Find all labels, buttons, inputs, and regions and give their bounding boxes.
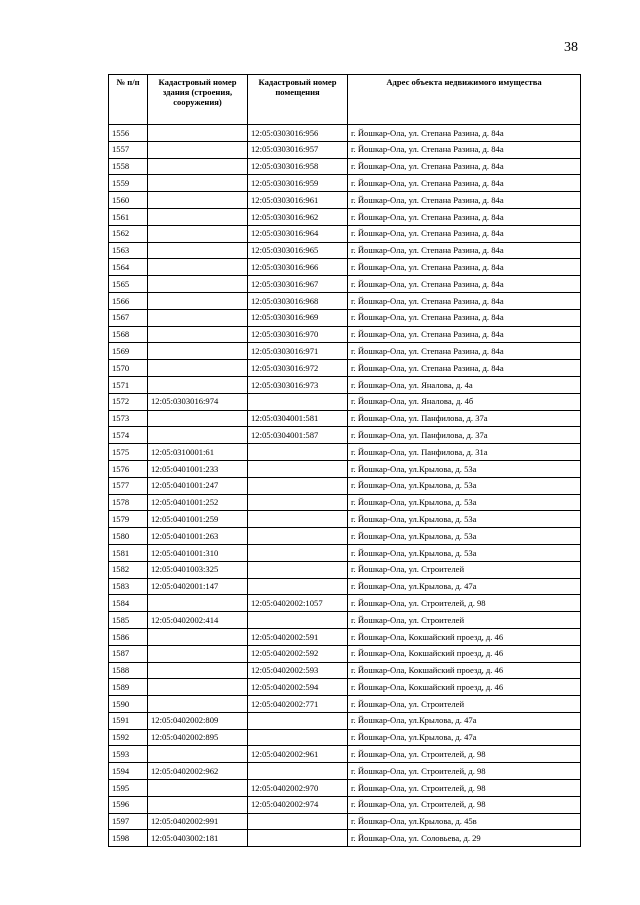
cell-premises-cadastral-number: 12:05:0303016:959 (248, 175, 348, 192)
table-row (109, 225, 581, 242)
cell-property-address: г. Йошкар-Ола, ул. Степана Разина, д. 84а (348, 259, 581, 276)
table-row (109, 645, 581, 662)
cell-building-cadastral-number (148, 427, 248, 444)
cell-row-number: 1580 (109, 528, 148, 545)
cell-row-number: 1583 (109, 578, 148, 595)
cell-premises-cadastral-number (248, 477, 348, 494)
cell-property-address: г. Йошкар-Ола, ул. Панфилова, д. 37а (348, 410, 581, 427)
header-row-number: № п/п (109, 75, 148, 125)
cell-building-cadastral-number (148, 679, 248, 696)
table-row (109, 460, 581, 477)
table-row (109, 393, 581, 410)
cell-property-address: г. Йошкар-Ола, ул.Крылова, д. 53а (348, 511, 581, 528)
table-row (109, 141, 581, 158)
cell-row-number: 1581 (109, 544, 148, 561)
cell-row-number: 1579 (109, 511, 148, 528)
table-row (109, 208, 581, 225)
cell-row-number: 1596 (109, 796, 148, 813)
table-row (109, 780, 581, 797)
cell-row-number: 1597 (109, 813, 148, 830)
cell-property-address: г. Йошкар-Ола, ул. Степана Разина, д. 84а (348, 141, 581, 158)
cell-row-number: 1575 (109, 444, 148, 461)
cell-premises-cadastral-number: 12:05:0303016:966 (248, 259, 348, 276)
cell-premises-cadastral-number (248, 393, 348, 410)
table-row (109, 712, 581, 729)
cell-row-number: 1577 (109, 477, 148, 494)
cell-premises-cadastral-number (248, 813, 348, 830)
cell-building-cadastral-number (148, 696, 248, 713)
table-row (109, 729, 581, 746)
table-row (109, 444, 581, 461)
cell-building-cadastral-number: 12:05:0402001:147 (148, 578, 248, 595)
cell-premises-cadastral-number (248, 763, 348, 780)
cell-row-number: 1557 (109, 141, 148, 158)
cell-property-address: г. Йошкар-Ола, Кокшайский проезд, д. 46 (348, 628, 581, 645)
cell-row-number: 1565 (109, 276, 148, 293)
cell-premises-cadastral-number: 12:05:0402002:970 (248, 780, 348, 797)
cell-row-number: 1562 (109, 225, 148, 242)
cell-building-cadastral-number: 12:05:0401001:310 (148, 544, 248, 561)
cell-premises-cadastral-number: 12:05:0402002:1057 (248, 595, 348, 612)
cell-row-number: 1567 (109, 309, 148, 326)
cell-building-cadastral-number: 12:05:0402002:991 (148, 813, 248, 830)
table-row (109, 309, 581, 326)
cell-premises-cadastral-number: 12:05:0303016:958 (248, 158, 348, 175)
cell-premises-cadastral-number (248, 612, 348, 629)
cell-premises-cadastral-number: 12:05:0304001:581 (248, 410, 348, 427)
cell-property-address: г. Йошкар-Ола, ул. Степана Разина, д. 84а (348, 208, 581, 225)
table-row (109, 259, 581, 276)
cell-property-address: г. Йошкар-Ола, ул. Степана Разина, д. 84а (348, 175, 581, 192)
cell-building-cadastral-number: 12:05:0402002:962 (148, 763, 248, 780)
cell-row-number: 1568 (109, 326, 148, 343)
cell-premises-cadastral-number: 12:05:0303016:962 (248, 208, 348, 225)
cell-property-address: г. Йошкар-Ола, ул. Панфилова, д. 31а (348, 444, 581, 461)
cell-building-cadastral-number (148, 410, 248, 427)
cell-building-cadastral-number (148, 292, 248, 309)
cell-premises-cadastral-number (248, 511, 348, 528)
cell-building-cadastral-number: 12:05:0402002:895 (148, 729, 248, 746)
cell-building-cadastral-number (148, 276, 248, 293)
table-row (109, 528, 581, 545)
cell-premises-cadastral-number: 12:05:0402002:591 (248, 628, 348, 645)
cell-building-cadastral-number (148, 595, 248, 612)
cell-premises-cadastral-number: 12:05:0402002:771 (248, 696, 348, 713)
cell-building-cadastral-number: 12:05:0401001:247 (148, 477, 248, 494)
cell-premises-cadastral-number (248, 460, 348, 477)
table-row (109, 612, 581, 629)
cell-building-cadastral-number (148, 326, 248, 343)
table-row (109, 511, 581, 528)
cell-property-address: г. Йошкар-Ола, ул. Строителей, д. 98 (348, 796, 581, 813)
table-row (109, 242, 581, 259)
cell-row-number: 1584 (109, 595, 148, 612)
page-number: 38 (564, 40, 578, 55)
cell-premises-cadastral-number (248, 544, 348, 561)
table-header-row (109, 75, 581, 125)
cell-premises-cadastral-number: 12:05:0402002:592 (248, 645, 348, 662)
table-row (109, 125, 581, 142)
cell-property-address: г. Йошкар-Ола, ул.Крылова, д. 53а (348, 544, 581, 561)
table-row (109, 813, 581, 830)
table-row (109, 544, 581, 561)
cell-building-cadastral-number: 12:05:0310001:61 (148, 444, 248, 461)
cell-row-number: 1595 (109, 780, 148, 797)
cell-row-number: 1570 (109, 360, 148, 377)
cell-row-number: 1559 (109, 175, 148, 192)
cell-row-number: 1572 (109, 393, 148, 410)
table-row (109, 477, 581, 494)
cell-premises-cadastral-number: 12:05:0402002:974 (248, 796, 348, 813)
cell-property-address: г. Йошкар-Ола, Кокшайский проезд, д. 46 (348, 679, 581, 696)
cell-row-number: 1591 (109, 712, 148, 729)
cell-row-number: 1564 (109, 259, 148, 276)
cell-property-address: г. Йошкар-Ола, ул. Яналова, д. 4б (348, 393, 581, 410)
cell-premises-cadastral-number: 12:05:0303016:965 (248, 242, 348, 259)
table-row (109, 427, 581, 444)
cell-building-cadastral-number: 12:05:0401001:233 (148, 460, 248, 477)
cell-building-cadastral-number: 12:05:0303016:974 (148, 393, 248, 410)
table-row (109, 561, 581, 578)
cell-property-address: г. Йошкар-Ола, ул. Строителей, д. 98 (348, 595, 581, 612)
cell-building-cadastral-number (148, 175, 248, 192)
cell-property-address: г. Йошкар-Ола, ул. Строителей (348, 612, 581, 629)
cell-building-cadastral-number (148, 376, 248, 393)
cell-row-number: 1578 (109, 494, 148, 511)
cell-property-address: г. Йошкар-Ола, ул. Степана Разина, д. 84а (348, 125, 581, 142)
cell-building-cadastral-number (148, 796, 248, 813)
cell-property-address: г. Йошкар-Ола, ул.Крылова, д. 53а (348, 494, 581, 511)
cell-row-number: 1589 (109, 679, 148, 696)
table-row (109, 696, 581, 713)
cell-premises-cadastral-number: 12:05:0303016:968 (248, 292, 348, 309)
cell-row-number: 1586 (109, 628, 148, 645)
table-row (109, 628, 581, 645)
cell-building-cadastral-number: 12:05:0402002:809 (148, 712, 248, 729)
cell-property-address: г. Йошкар-Ола, ул.Крылова, д. 53а (348, 460, 581, 477)
header-building-cadastral-number: Кадастровый номер здания (строения, сооружения) (148, 75, 248, 125)
table-row (109, 830, 581, 847)
cell-property-address: г. Йошкар-Ола, ул. Степана Разина, д. 84а (348, 326, 581, 343)
cell-premises-cadastral-number (248, 712, 348, 729)
cell-property-address: г. Йошкар-Ола, ул.Крылова, д. 47а (348, 578, 581, 595)
cell-building-cadastral-number (148, 746, 248, 763)
cell-building-cadastral-number: 12:05:0401001:252 (148, 494, 248, 511)
cell-property-address: г. Йошкар-Ола, ул. Яналова, д. 4а (348, 376, 581, 393)
cell-row-number: 1566 (109, 292, 148, 309)
cell-row-number: 1571 (109, 376, 148, 393)
cell-building-cadastral-number (148, 360, 248, 377)
cell-row-number: 1558 (109, 158, 148, 175)
cell-property-address: г. Йошкар-Ола, ул.Крылова, д. 47а (348, 712, 581, 729)
table-row (109, 158, 581, 175)
cell-property-address: г. Йошкар-Ола, ул. Степана Разина, д. 84а (348, 343, 581, 360)
cell-row-number: 1592 (109, 729, 148, 746)
table-row (109, 376, 581, 393)
table-row (109, 410, 581, 427)
cell-row-number: 1560 (109, 192, 148, 209)
cell-premises-cadastral-number (248, 830, 348, 847)
table-row (109, 494, 581, 511)
cell-property-address: г. Йошкар-Ола, ул. Степана Разина, д. 84а (348, 242, 581, 259)
table-row (109, 292, 581, 309)
cell-row-number: 1593 (109, 746, 148, 763)
cell-premises-cadastral-number (248, 729, 348, 746)
cell-property-address: г. Йошкар-Ола, ул. Строителей (348, 696, 581, 713)
cell-row-number: 1582 (109, 561, 148, 578)
header-premises-cadastral-number: Кадастровый номер помещения (248, 75, 348, 125)
property-registry-table (108, 74, 581, 847)
cell-premises-cadastral-number (248, 528, 348, 545)
cell-building-cadastral-number (148, 628, 248, 645)
cell-property-address: г. Йошкар-Ола, ул. Степана Разина, д. 84а (348, 192, 581, 209)
cell-property-address: г. Йошкар-Ола, ул. Строителей, д. 98 (348, 780, 581, 797)
table-row (109, 595, 581, 612)
cell-premises-cadastral-number (248, 494, 348, 511)
cell-premises-cadastral-number: 12:05:0303016:961 (248, 192, 348, 209)
cell-property-address: г. Йошкар-Ола, ул.Крылова, д. 45в (348, 813, 581, 830)
cell-building-cadastral-number (148, 208, 248, 225)
cell-premises-cadastral-number: 12:05:0303016:971 (248, 343, 348, 360)
cell-row-number: 1576 (109, 460, 148, 477)
cell-building-cadastral-number: 12:05:0401003:325 (148, 561, 248, 578)
cell-building-cadastral-number (148, 343, 248, 360)
cell-property-address: г. Йошкар-Ола, ул. Строителей (348, 561, 581, 578)
cell-building-cadastral-number (148, 309, 248, 326)
cell-premises-cadastral-number: 12:05:0303016:972 (248, 360, 348, 377)
cell-row-number: 1590 (109, 696, 148, 713)
cell-property-address: г. Йошкар-Ола, ул. Панфилова, д. 37а (348, 427, 581, 444)
cell-property-address: г. Йошкар-Ола, ул. Строителей, д. 98 (348, 746, 581, 763)
cell-premises-cadastral-number: 12:05:0402002:594 (248, 679, 348, 696)
cell-premises-cadastral-number: 12:05:0402002:593 (248, 662, 348, 679)
cell-property-address: г. Йошкар-Ола, Кокшайский проезд, д. 46 (348, 645, 581, 662)
table-row (109, 175, 581, 192)
table-row (109, 796, 581, 813)
cell-row-number: 1594 (109, 763, 148, 780)
cell-property-address: г. Йошкар-Ола, ул. Степана Разина, д. 84а (348, 158, 581, 175)
cell-building-cadastral-number (148, 225, 248, 242)
cell-building-cadastral-number (148, 158, 248, 175)
cell-property-address: г. Йошкар-Ола, ул.Крылова, д. 47а (348, 729, 581, 746)
header-property-address: Адрес объекта недвижимого имущества (348, 75, 581, 125)
table-row (109, 763, 581, 780)
cell-row-number: 1556 (109, 125, 148, 142)
cell-premises-cadastral-number: 12:05:0303016:956 (248, 125, 348, 142)
cell-property-address: г. Йошкар-Ола, ул. Соловьева, д. 29 (348, 830, 581, 847)
cell-property-address: г. Йошкар-Ола, Кокшайский проезд, д. 46 (348, 662, 581, 679)
table-row (109, 343, 581, 360)
cell-premises-cadastral-number: 12:05:0303016:969 (248, 309, 348, 326)
table-row (109, 578, 581, 595)
table-row (109, 679, 581, 696)
cell-property-address: г. Йошкар-Ола, ул. Степана Разина, д. 84а (348, 225, 581, 242)
cell-building-cadastral-number (148, 141, 248, 158)
cell-premises-cadastral-number: 12:05:0303016:973 (248, 376, 348, 393)
cell-building-cadastral-number: 12:05:0403002:181 (148, 830, 248, 847)
cell-property-address: г. Йошкар-Ола, ул. Строителей, д. 98 (348, 763, 581, 780)
cell-premises-cadastral-number (248, 561, 348, 578)
cell-property-address: г. Йошкар-Ола, ул. Степана Разина, д. 84а (348, 309, 581, 326)
table-row (109, 276, 581, 293)
cell-premises-cadastral-number: 12:05:0303016:970 (248, 326, 348, 343)
cell-row-number: 1587 (109, 645, 148, 662)
cell-row-number: 1569 (109, 343, 148, 360)
cell-building-cadastral-number: 12:05:0401001:263 (148, 528, 248, 545)
table-row (109, 662, 581, 679)
table-body (109, 125, 581, 847)
cell-row-number: 1574 (109, 427, 148, 444)
cell-building-cadastral-number (148, 125, 248, 142)
cell-premises-cadastral-number (248, 444, 348, 461)
cell-row-number: 1573 (109, 410, 148, 427)
cell-premises-cadastral-number: 12:05:0303016:957 (248, 141, 348, 158)
cell-property-address: г. Йошкар-Ола, ул. Степана Разина, д. 84а (348, 292, 581, 309)
table-row (109, 326, 581, 343)
cell-row-number: 1588 (109, 662, 148, 679)
cell-building-cadastral-number (148, 192, 248, 209)
cell-property-address: г. Йошкар-Ола, ул. Степана Разина, д. 84а (348, 276, 581, 293)
cell-building-cadastral-number (148, 662, 248, 679)
cell-building-cadastral-number: 12:05:0402002:414 (148, 612, 248, 629)
table-row (109, 746, 581, 763)
cell-premises-cadastral-number: 12:05:0303016:967 (248, 276, 348, 293)
cell-building-cadastral-number (148, 780, 248, 797)
cell-building-cadastral-number: 12:05:0401001:259 (148, 511, 248, 528)
cell-row-number: 1563 (109, 242, 148, 259)
cell-row-number: 1585 (109, 612, 148, 629)
cell-row-number: 1598 (109, 830, 148, 847)
cell-premises-cadastral-number: 12:05:0402002:961 (248, 746, 348, 763)
cell-property-address: г. Йошкар-Ола, ул. Степана Разина, д. 84а (348, 360, 581, 377)
cell-building-cadastral-number (148, 259, 248, 276)
table-row (109, 192, 581, 209)
cell-premises-cadastral-number: 12:05:0303016:964 (248, 225, 348, 242)
cell-building-cadastral-number (148, 242, 248, 259)
cell-property-address: г. Йошкар-Ола, ул.Крылова, д. 53а (348, 528, 581, 545)
cell-property-address: г. Йошкар-Ола, ул.Крылова, д. 53а (348, 477, 581, 494)
table-row (109, 360, 581, 377)
cell-premises-cadastral-number (248, 578, 348, 595)
cell-row-number: 1561 (109, 208, 148, 225)
cell-premises-cadastral-number: 12:05:0304001:587 (248, 427, 348, 444)
cell-building-cadastral-number (148, 645, 248, 662)
